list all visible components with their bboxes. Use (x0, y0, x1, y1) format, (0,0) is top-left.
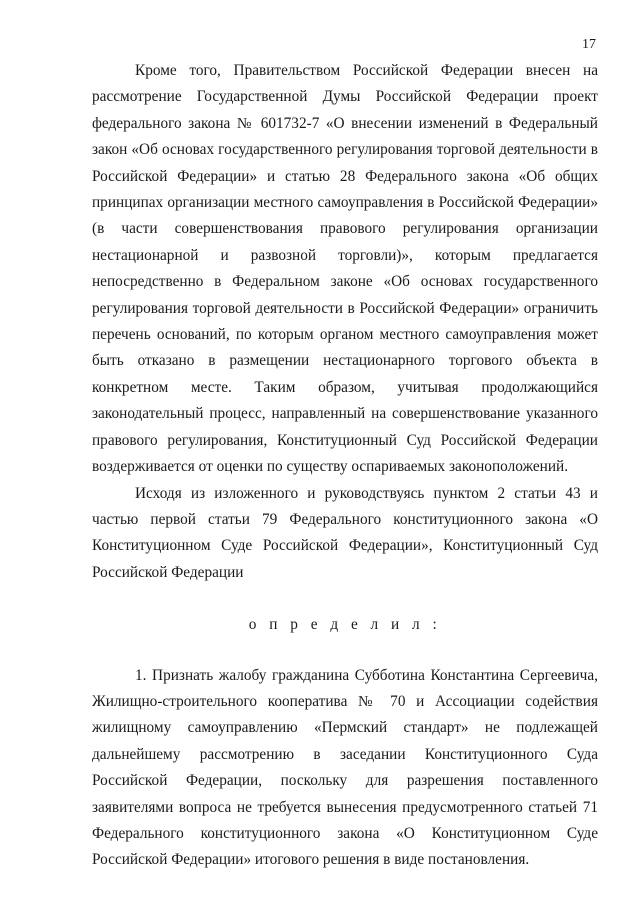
paragraph-government-bill: Кроме того, Правительством Российской Федерации внесен на рассмотрение Государственной Думы Российской Федерации проект федерального закона № 601732-7 «О внесении изменений в Федеральный закон «Об основах государственного регулирования торговой деятельности в Российской Федерации» и статью 28 Федерального закона «Об общих принципах организации местного самоуправления в Российской Федерации» (в части совершенствования правового регулирования организации нестационарной и развозной торговли)», которым предлагается непосредственно в Федеральном законе «Об основах государственного регулирования торговой деятельности в Российской Федерации» ограничить перечень оснований, по которым органом местного самоуправления может быть отказано в размещении нестационарного торгового объекта в конкретном месте. Таким образом, учитывая продолжающийся законодательный процесс, направленный на совершенствование указанного правового регулирования, Конституционный Суд Российской Федерации воздерживается от оценки по существу оспариваемых законоположений. (92, 62, 598, 476)
page-number: 17 (582, 37, 596, 52)
paragraph-legal-basis: Исходя из изложенного и руководствуясь пунктом 2 статьи 43 и частью первой статьи 79 Федерального конституционного закона «О Конституционном Суде Российской Федерации», Конституционный Суд Российской Федерации (92, 484, 598, 581)
decision-heading: о п р е д е л и л : (248, 616, 442, 634)
document-body (92, 58, 598, 874)
resolution-item-1: 1. Признать жалобу гражданина Субботина Константина Сергеевича, Жилищно-строительного кооператива № 70 и Ассоциации содействия жилищному самоуправлению «Пермский стандарт» не подлежащей дальнейшему рассмотрению в заседании Конституционного Суда Российской Федерации, поскольку для разрешения поставленного заявителями вопроса не требуется вынесения предусмотренного статьей 71 Федерального конституционного закона «О Конституционном Суде Российской Федерации» итогового решения в виде постановления. (92, 666, 598, 869)
